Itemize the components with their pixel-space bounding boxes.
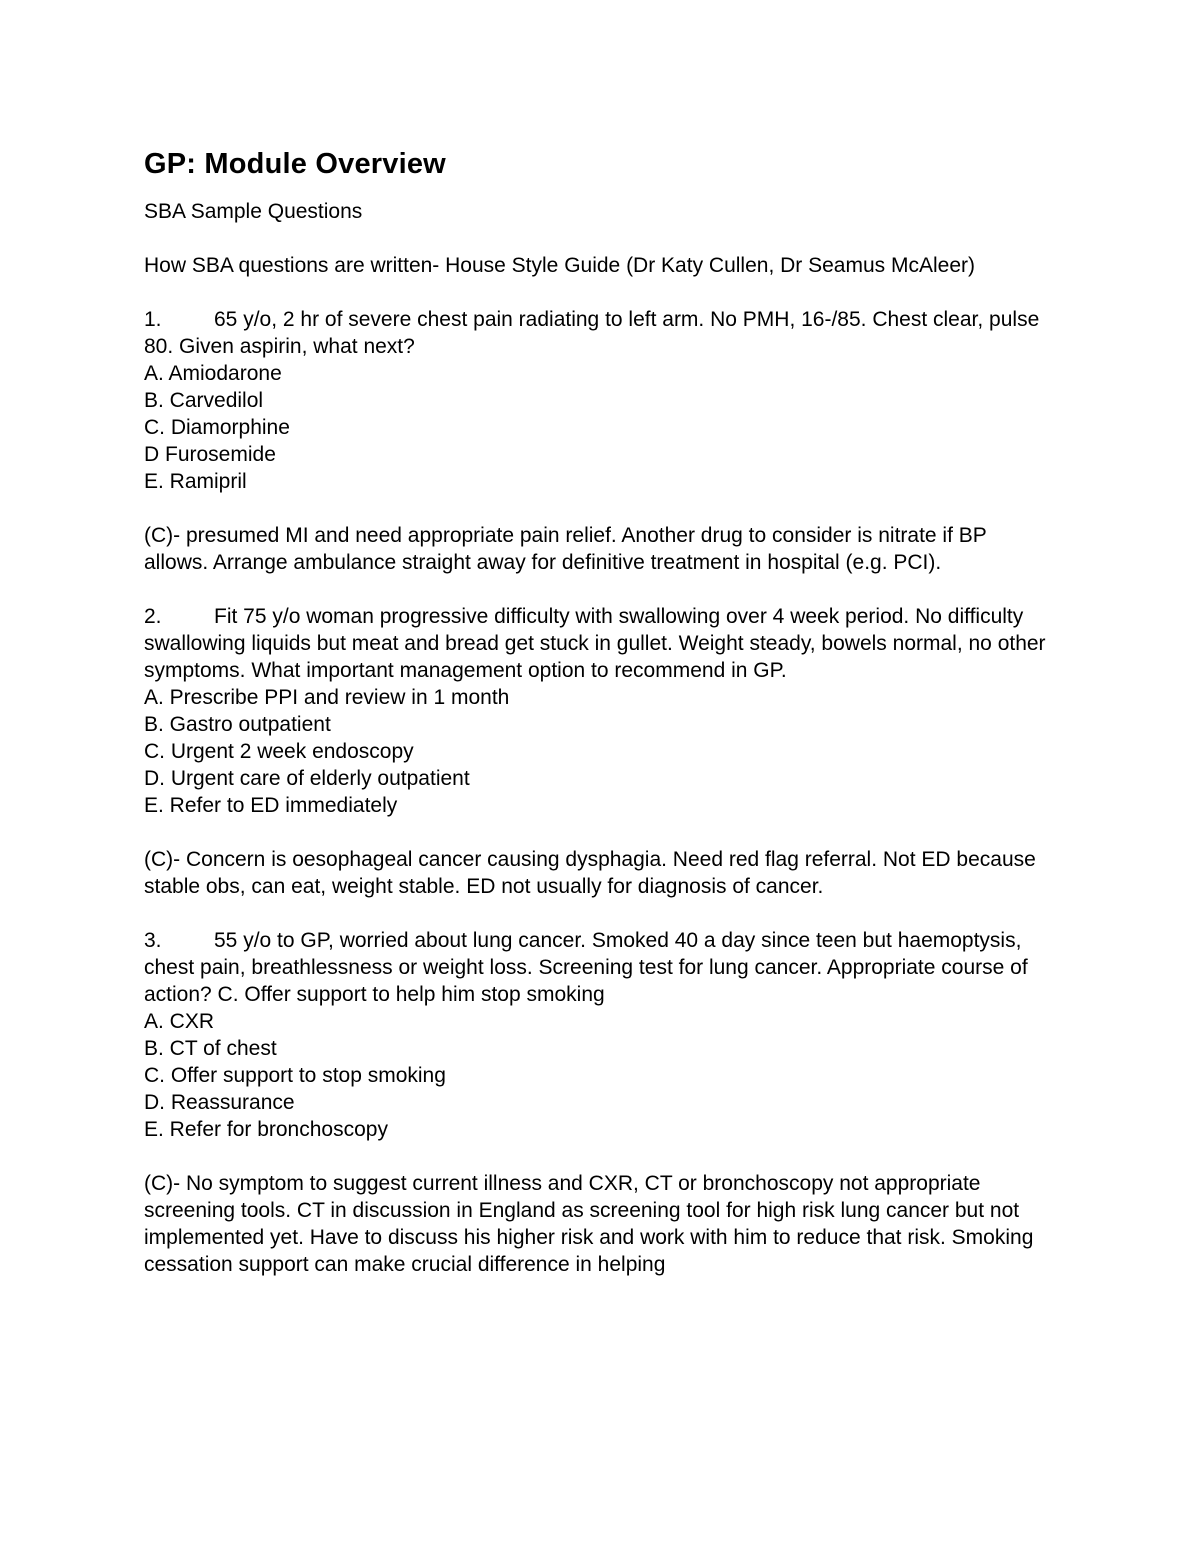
question-text: 65 y/o, 2 hr of severe chest pain radiating to left arm. No PMH, 16-/85. Chest clear, pulse 80. Given aspirin, what next? bbox=[144, 308, 1040, 358]
page-title: GP: Module Overview bbox=[144, 148, 446, 180]
option-a: A. CXR bbox=[144, 1010, 215, 1033]
option-a: A. Prescribe PPI and review in 1 month bbox=[144, 686, 510, 709]
question-text: 55 y/o to GP, worried about lung cancer. Smoked 40 a day since teen but haemoptysis, chest pain, breathlessness or weight loss. Screening test for lung cancer. Appropriate course of action? C. Offer support to help him stop smoking bbox=[144, 929, 1028, 1006]
option-e: E. Refer for bronchoscopy bbox=[144, 1118, 388, 1141]
intro-paragraph: How SBA questions are written- House Style Guide (Dr Katy Cullen, Dr Seamus McAleer) bbox=[144, 254, 975, 277]
question-stem bbox=[144, 603, 1056, 684]
question-number: 2. bbox=[144, 605, 162, 628]
page-subtitle: SBA Sample Questions bbox=[144, 200, 363, 223]
option-b: B. CT of chest bbox=[144, 1037, 277, 1060]
answer-options bbox=[144, 684, 1056, 819]
answer-options bbox=[144, 360, 1056, 495]
answer-explanation-3: (C)- No symptom to suggest current illness and CXR, CT or bronchoscopy not appropriate screening tools. CT in discussion in England as screening tool for high risk lung cancer but not implemented yet. Have to discuss his higher risk and work with him to reduce that risk. Smoking cessation support can make crucial difference in helping bbox=[144, 1172, 1034, 1276]
option-a: A. Amiodarone bbox=[144, 362, 282, 385]
option-e: E. Refer to ED immediately bbox=[144, 794, 398, 817]
option-b: B. Carvedilol bbox=[144, 389, 264, 412]
option-c: C. Offer support to stop smoking bbox=[144, 1064, 446, 1087]
answer-options bbox=[144, 1008, 1056, 1143]
question-stem bbox=[144, 306, 1056, 360]
question-number: 3. bbox=[144, 929, 162, 952]
question-1 bbox=[144, 306, 1056, 495]
question-3 bbox=[144, 927, 1056, 1143]
question-stem bbox=[144, 927, 1056, 1008]
question-text: Fit 75 y/o woman progressive difficulty with swallowing over 4 week period. No difficulty swallowing liquids but meat and bread get stuck in gullet. Weight steady, bowels normal, no other symptoms. What important management option to recommend in GP. bbox=[144, 605, 1046, 682]
option-c: C. Diamorphine bbox=[144, 416, 290, 439]
document-content bbox=[144, 144, 1056, 1305]
option-e: E. Ramipril bbox=[144, 470, 247, 493]
option-d: D. Reassurance bbox=[144, 1091, 295, 1114]
option-d: D. Urgent care of elderly outpatient bbox=[144, 767, 470, 790]
question-number: 1. bbox=[144, 308, 162, 331]
answer-explanation-1: (C)- presumed MI and need appropriate pain relief. Another drug to consider is nitrate if BP allows. Arrange ambulance straight away for definitive treatment in hospital (e.g. PCI). bbox=[144, 524, 987, 574]
option-d: D Furosemide bbox=[144, 443, 276, 466]
question-2 bbox=[144, 603, 1056, 819]
option-b: B. Gastro outpatient bbox=[144, 713, 331, 736]
option-c: C. Urgent 2 week endoscopy bbox=[144, 740, 414, 763]
answer-explanation-2: (C)- Concern is oesophageal cancer causing dysphagia. Need red flag referral. Not ED because stable obs, can eat, weight stable. ED not usually for diagnosis of cancer. bbox=[144, 848, 1036, 898]
